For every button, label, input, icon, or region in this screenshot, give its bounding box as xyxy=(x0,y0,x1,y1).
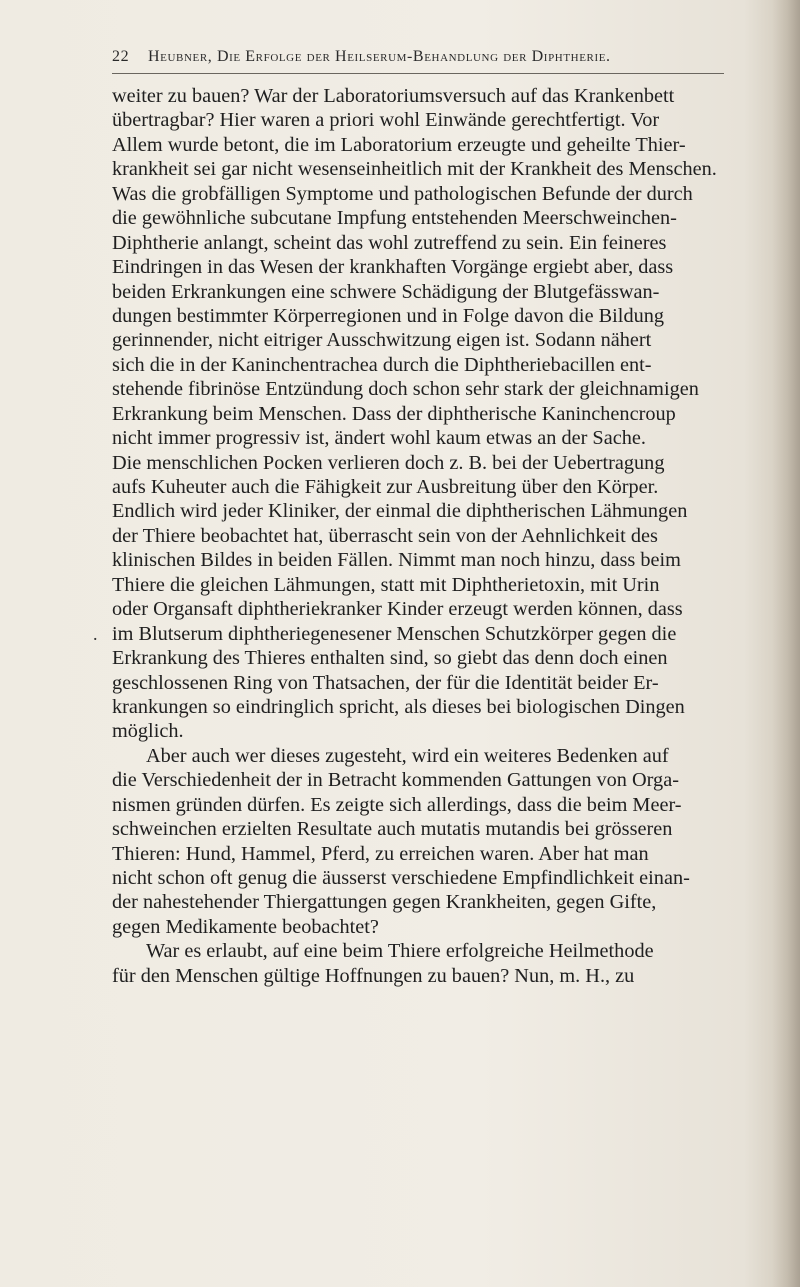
text-line: der nahestehender Thiergattungen gegen Krankheiten, gegen Gifte, xyxy=(112,891,657,914)
text-line: oder Organsaft diphtheriekranker Kinder erzeugt werden können, dass xyxy=(112,598,683,621)
text-line: im Blutserum diphtheriegenesener Menschen Schutzkörper gegen die xyxy=(112,622,677,645)
text-line: krankheit sei gar nicht wesenseinheitlich mit der Krankheit des Menschen. xyxy=(112,158,717,181)
text-line: krankungen so eindringlich spricht, als dieses bei biologischen Dingen xyxy=(112,695,685,718)
text-line: Thiere die gleichen Lähmungen, statt mit Diphtherietoxin, mit Urin xyxy=(112,573,660,596)
text-line-paragraph-start: War es erlaubt, auf eine beim Thiere erfolgreiche Heilmethode xyxy=(146,940,654,963)
page-number: 22 xyxy=(112,48,130,65)
text-line: aufs Kuheuter auch die Fähigkeit zur Ausbreitung über den Körper. xyxy=(112,476,659,498)
text-line: stehende fibrinöse Entzündung doch schon sehr stark der gleichnamigen xyxy=(112,378,699,401)
text-line: nicht schon oft genug die äusserst verschiedene Empfindlichkeit einan- xyxy=(112,867,690,889)
text-line: sich die in der Kaninchentrachea durch die Diphtheriebacillen ent- xyxy=(112,353,652,376)
text-line: Was die grobfälligen Symptome und pathologischen Befunde der durch xyxy=(112,182,693,205)
text-line: Endlich wird jeder Kliniker, der einmal die diphtherischen Lähmungen xyxy=(112,500,688,523)
page-header xyxy=(112,48,752,74)
text-line: Diphtherie anlangt, scheint das wohl zutreffend zu sein. Ein feineres xyxy=(112,231,667,254)
margin-mark: . xyxy=(93,624,98,644)
text-line: Thieren: Hund, Hammel, Pferd, zu erreichen waren. Aber hat man xyxy=(112,842,649,865)
text-line: der Thiere beobachtet hat, überrascht sein von der Aehnlichkeit des xyxy=(112,524,658,547)
text-line: Die menschlichen Pocken verlieren doch z. B. bei der Uebertragung xyxy=(112,451,665,474)
body-text xyxy=(112,84,792,988)
text-line: beiden Erkrankungen eine schwere Schädigung der Blutgefässwan- xyxy=(112,280,660,303)
text-line: gerinnender, nicht eitriger Ausschwitzung eigen ist. Sodann nähert xyxy=(112,329,652,352)
text-line: gegen Medikamente beobachtet? xyxy=(112,915,379,938)
header-rule xyxy=(112,73,724,74)
running-title: Heubner, Die Erfolge der Heilserum-Behandlung der Diphtherie. xyxy=(148,48,611,65)
text-line: nicht immer progressiv ist, ändert wohl kaum etwas an der Sache. xyxy=(112,427,646,450)
text-line: die Verschiedenheit der in Betracht kommenden Gattungen von Orga- xyxy=(112,769,679,792)
text-line: Allem wurde betont, die im Laboratorium erzeugte und geheilte Thier- xyxy=(112,133,686,156)
text-line: weiter zu bauen? War der Laboratoriumsversuch auf das Krankenbett xyxy=(112,85,675,107)
text-line: möglich. xyxy=(112,720,184,743)
text-line: die gewöhnliche subcutane Impfung entstehenden Meerschweinchen- xyxy=(112,207,677,230)
text-line: nismen gründen dürfen. Es zeigte sich allerdings, dass die beim Meer- xyxy=(112,793,682,816)
text-line: dungen bestimmter Körperregionen und in Folge davon die Bildung xyxy=(112,304,665,327)
text-line: geschlossenen Ring von Thatsachen, der für die Identität beider Er- xyxy=(112,671,659,694)
text-line-paragraph-start: Aber auch wer dieses zugesteht, wird ein weiteres Bedenken auf xyxy=(146,744,669,767)
text-line: für den Menschen gültige Hoffnungen zu bauen? Nun, m. H., zu xyxy=(112,964,635,987)
text-line: schweinchen erzielten Resultate auch mutatis mutandis bei grösseren xyxy=(112,818,673,841)
text-line: Erkrankung beim Menschen. Dass der diphtherische Kaninchencroup xyxy=(112,402,676,425)
text-line: Eindringen in das Wesen der krankhaften Vorgänge ergiebt aber, dass xyxy=(112,256,674,279)
text-line: klinischen Bildes in beiden Fällen. Nimmt man noch hinzu, dass beim xyxy=(112,549,681,572)
text-line: übertragbar? Hier waren a priori wohl Einwände gerechtfertigt. Vor xyxy=(112,109,660,132)
text-line: Erkrankung des Thieres enthalten sind, so giebt das denn doch einen xyxy=(112,647,668,670)
